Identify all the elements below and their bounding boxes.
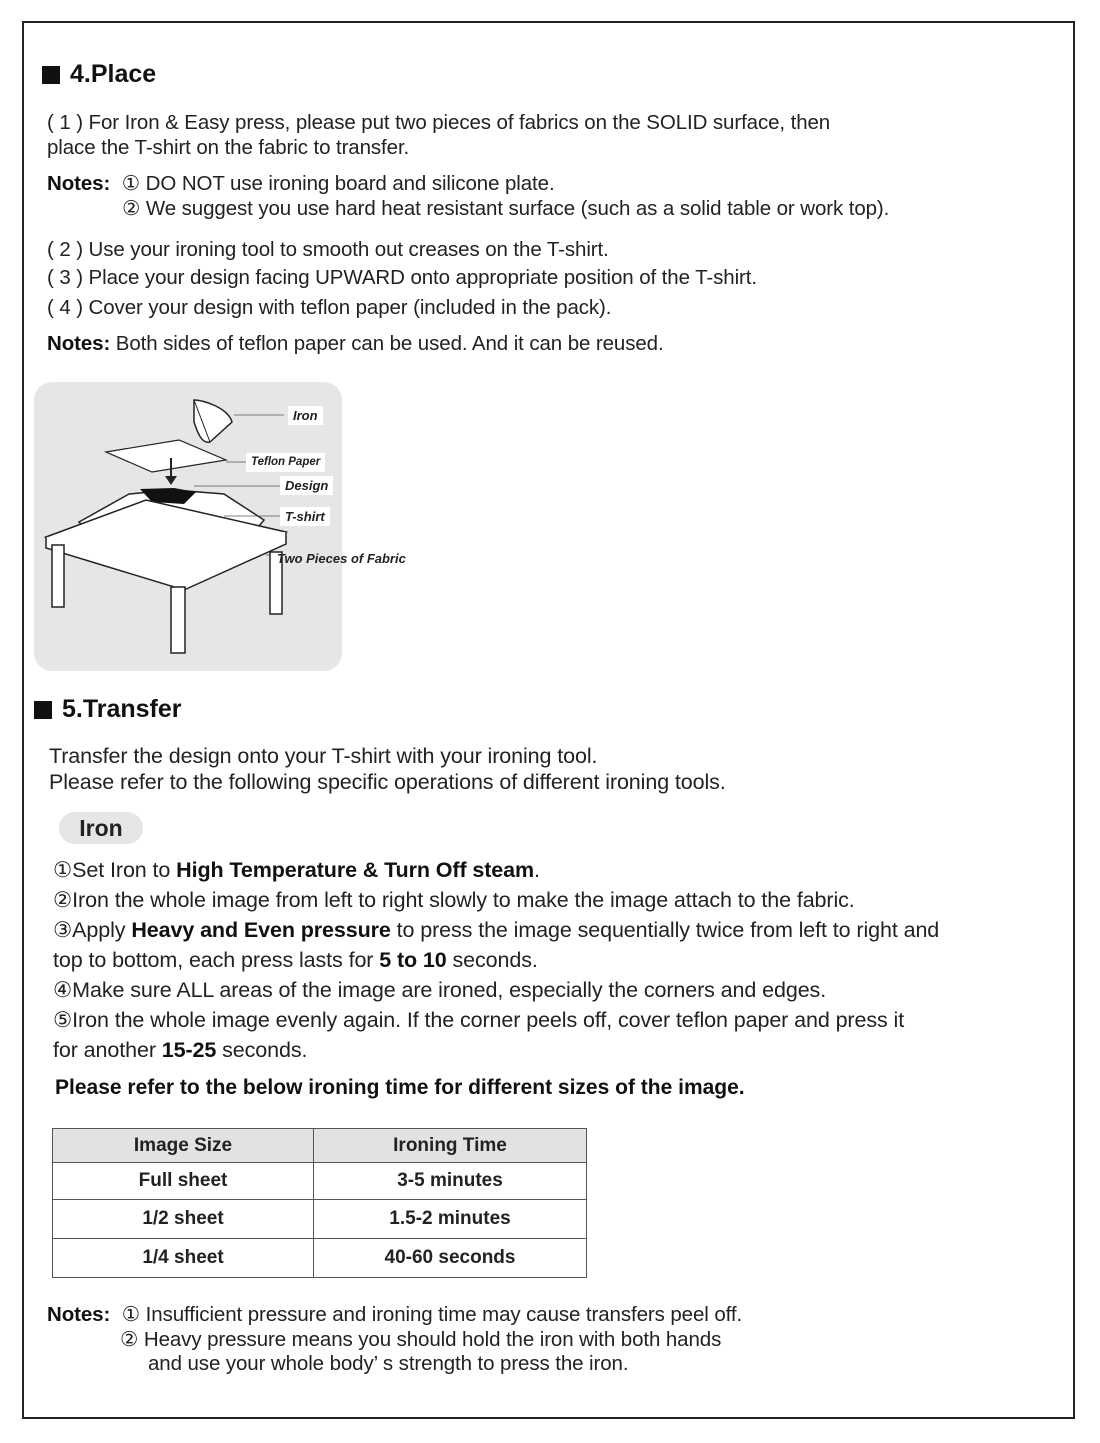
section-heading-place: 4.Place	[70, 60, 157, 88]
step5-line2-text: for another	[53, 1038, 162, 1062]
place-notes2-text: Both sides of teflon paper can be used. And it can be reused.	[110, 332, 664, 355]
bottom-notes-line1	[47, 1302, 742, 1327]
label-two-pieces-of-fabric: Two Pieces of Fabric	[277, 551, 406, 566]
notes-label: Notes:	[47, 172, 111, 195]
notes-label: Notes:	[47, 1303, 111, 1326]
label-iron: Iron	[288, 406, 323, 425]
table-cell-size: 1/4 sheet	[53, 1239, 314, 1278]
table-row	[53, 1163, 587, 1200]
table-header-image-size: Image Size	[53, 1129, 314, 1163]
iron-illustration	[194, 400, 232, 442]
section-heading-transfer: 5.Transfer	[62, 695, 182, 723]
table-header-row	[53, 1129, 587, 1163]
table-cell-time: 3-5 minutes	[314, 1163, 587, 1200]
transfer-intro-1: Transfer the design onto your T-shirt with your ironing tool.	[49, 744, 598, 768]
table-cell-time: 40-60 seconds	[314, 1239, 587, 1278]
place-step1-line1: ( 1 ) For Iron & Easy press, please put two pieces of fabrics on the SOLID surface, then	[47, 111, 831, 134]
step3-emphasis: Heavy and Even pressure	[131, 918, 391, 942]
transfer-step-5-line2	[53, 1038, 307, 1063]
transfer-step-2: ②Iron the whole image from left to right slowly to make the image attach to the fabric.	[53, 888, 855, 912]
place-note2: ② We suggest you use hard heat resistant surface (such as a solid table or work top).	[122, 197, 890, 220]
heading-bullet-transfer	[34, 701, 52, 719]
layering-diagram	[34, 382, 406, 671]
ironing-time-table	[52, 1128, 587, 1278]
tool-label-iron: Iron	[59, 812, 143, 844]
notes-label: Notes:	[47, 332, 111, 355]
step1-text: ①Set Iron to	[53, 858, 177, 882]
place-note1: ① DO NOT use ironing board and silicone plate.	[121, 172, 555, 195]
label-teflon-paper: Teflon Paper	[246, 453, 325, 472]
table-cell-time: 1.5-2 minutes	[314, 1200, 587, 1239]
transfer-step-3-line2	[53, 948, 538, 973]
bottom-note1: ① Insufficient pressure and ironing time may cause transfers peel off.	[121, 1303, 743, 1326]
place-notes-line2	[47, 332, 664, 356]
table-row	[53, 1200, 587, 1239]
place-step1-line2: place the T-shirt on the fabric to transfer.	[47, 136, 410, 159]
step3-text: ③Apply	[53, 918, 132, 942]
ironing-time-intro: Please refer to the below ironing time for different sizes of the image.	[55, 1076, 745, 1099]
transfer-step-5-line1: ⑤Iron the whole image evenly again. If the corner peels off, cover teflon paper and press it	[53, 1008, 905, 1032]
transfer-step-3-line1	[53, 918, 939, 943]
transfer-intro-2: Please refer to the following specific operations of different ironing tools.	[49, 770, 726, 794]
heading-bullet-place	[42, 66, 60, 84]
label-tshirt: T-shirt	[280, 507, 330, 526]
place-step3: ( 3 ) Place your design facing UPWARD onto appropriate position of the T-shirt.	[47, 266, 757, 289]
step1-emphasis: High Temperature & Turn Off steam	[176, 858, 535, 882]
step3-line2-text: top to bottom, each press lasts for	[53, 948, 380, 972]
layering-illustration	[34, 382, 342, 671]
step3-line2-end: seconds.	[446, 948, 538, 972]
place-notes-line1	[47, 171, 555, 196]
table-cell-size: Full sheet	[53, 1163, 314, 1200]
teflon-paper-illustration	[106, 440, 226, 472]
step5-line2-end: seconds.	[216, 1038, 308, 1062]
place-step4: ( 4 ) Cover your design with teflon paper (included in the pack).	[47, 296, 612, 319]
step3-rest: to press the image sequentially twice from left to right and	[390, 918, 940, 942]
step1-end: .	[534, 858, 540, 882]
bottom-note2: ② Heavy pressure means you should hold the iron with both hands	[120, 1328, 722, 1351]
table-header-ironing-time: Ironing Time	[314, 1129, 587, 1163]
place-step2: ( 2 ) Use your ironing tool to smooth out creases on the T-shirt.	[47, 238, 609, 261]
bottom-note3: and use your whole body’ s strength to press the iron.	[148, 1352, 629, 1375]
table-cell-size: 1/2 sheet	[53, 1200, 314, 1239]
step5-duration: 15-25	[161, 1038, 217, 1062]
table-row	[53, 1239, 587, 1278]
label-design: Design	[280, 476, 333, 495]
transfer-step-1	[53, 858, 540, 883]
transfer-step-4: ④Make sure ALL areas of the image are ironed, especially the corners and edges.	[53, 978, 827, 1002]
step3-duration: 5 to 10	[379, 948, 447, 972]
